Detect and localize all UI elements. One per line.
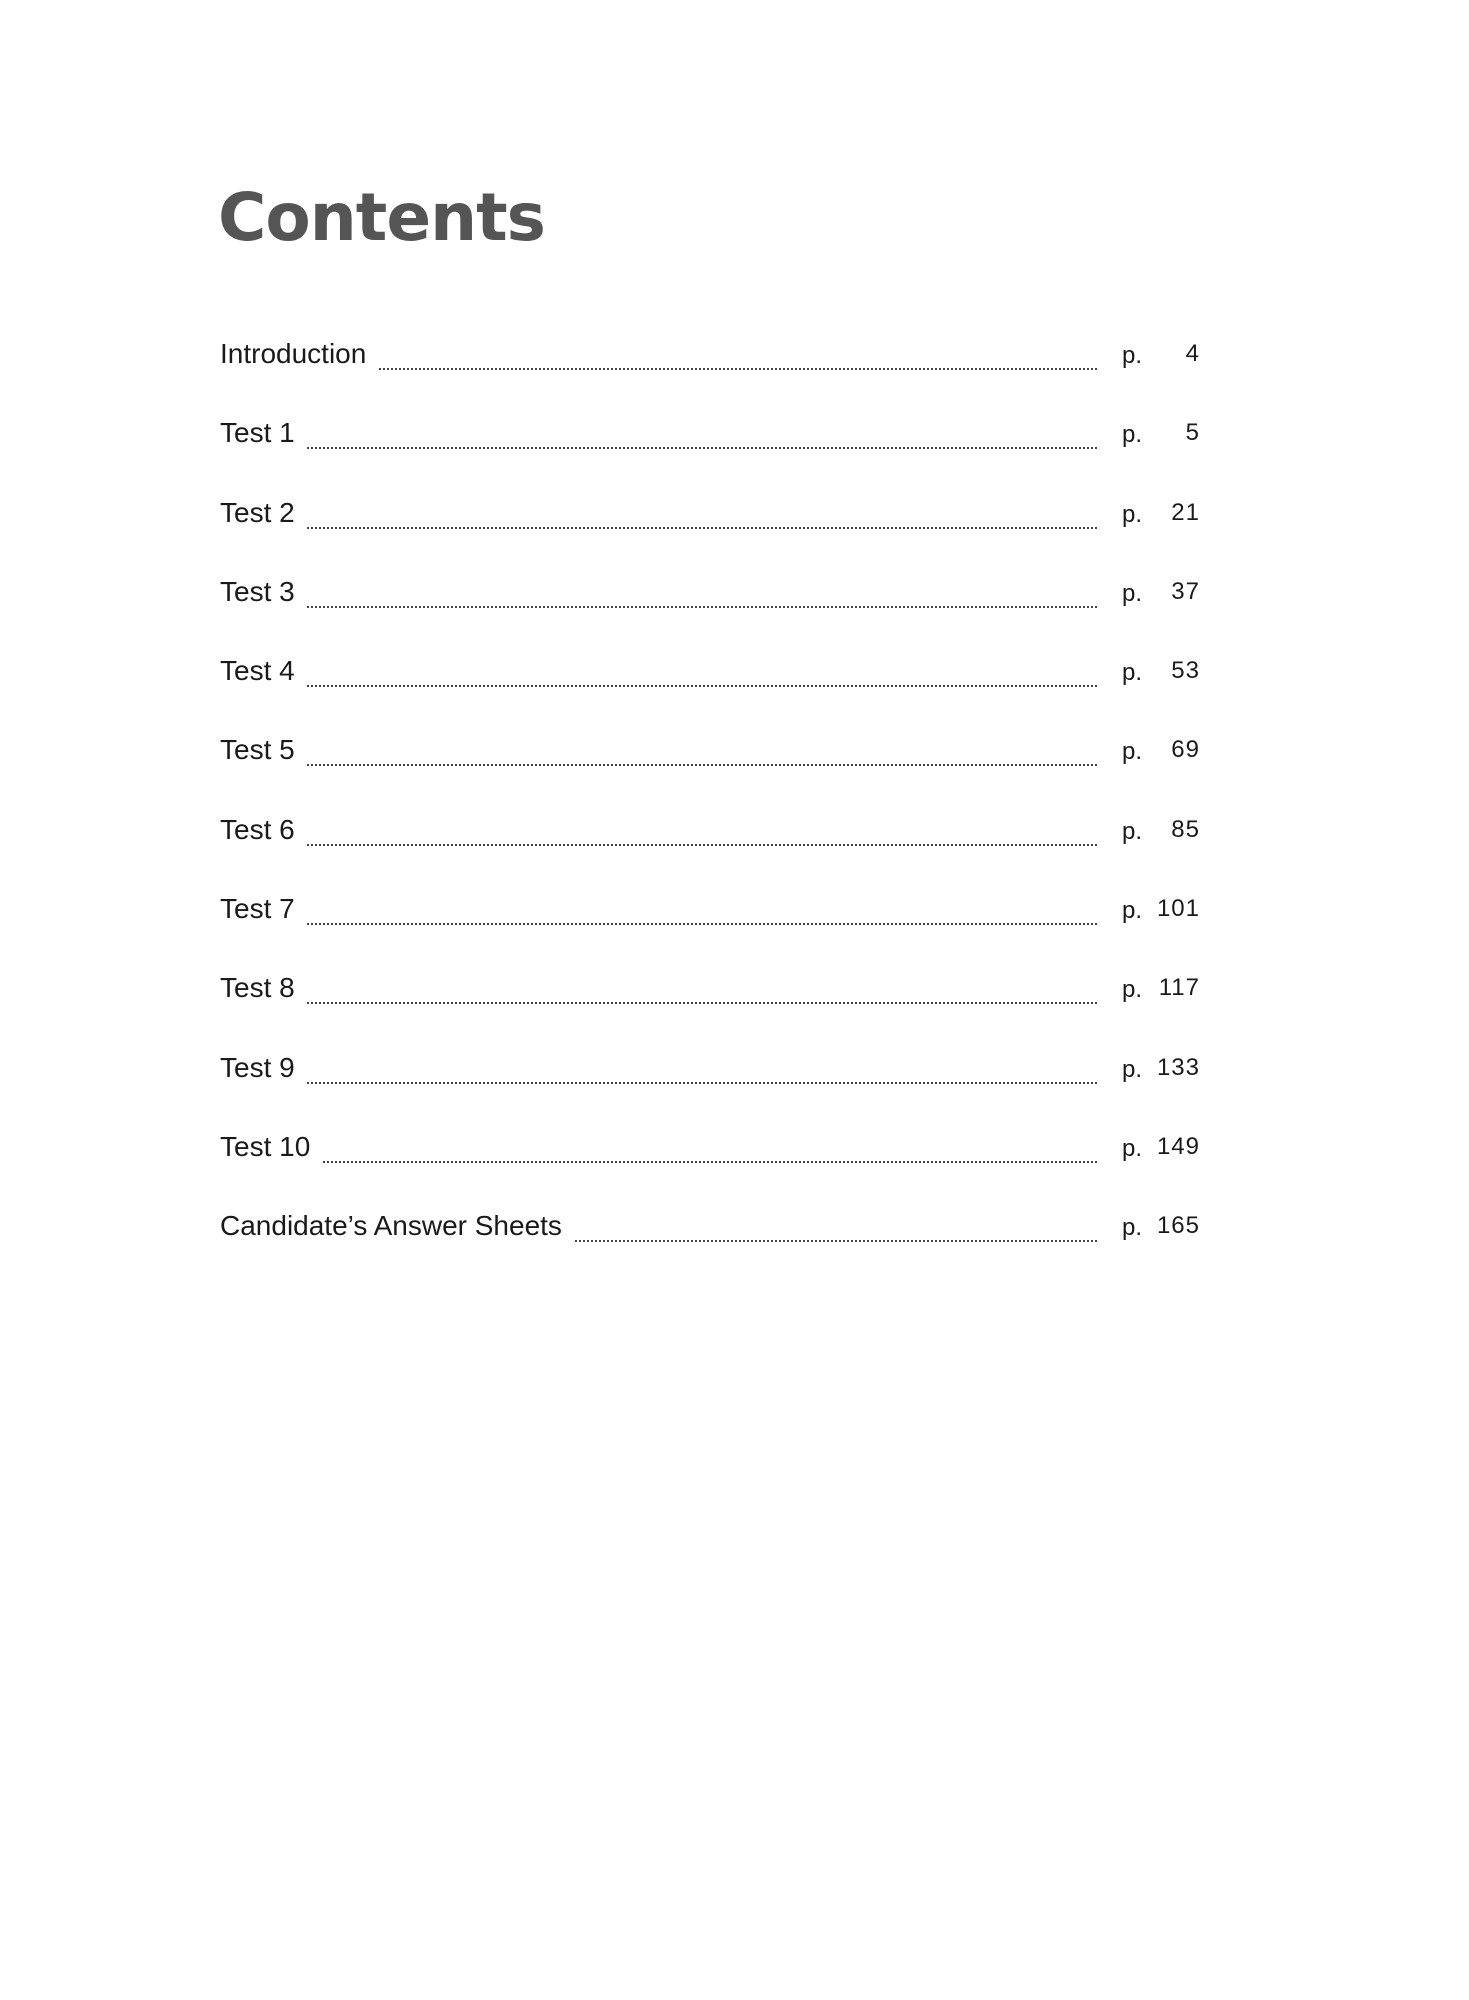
toc-entry-answer-sheets[interactable]	[220, 1202, 1200, 1281]
page-number: 117	[1158, 974, 1200, 1002]
table-of-contents	[220, 330, 1200, 1282]
dot-leader	[220, 606, 1097, 608]
toc-entry-test-8[interactable]	[220, 964, 1200, 1043]
page-number: 4	[1185, 340, 1200, 367]
dot-leader	[220, 1002, 1097, 1004]
toc-entry-label: Test 6	[220, 814, 307, 846]
toc-entry-label: Test 9	[220, 1052, 307, 1084]
page-prefix: p.	[1122, 342, 1143, 369]
toc-entry-test-7[interactable]	[220, 885, 1200, 964]
dot-leader	[220, 1161, 1097, 1163]
page-number: 37	[1171, 577, 1200, 605]
toc-entry-label: Test 8	[220, 972, 307, 1004]
page-number: 149	[1156, 1132, 1200, 1160]
toc-entry-test-6[interactable]	[220, 806, 1200, 885]
toc-entry-label: Candidate’s Answer Sheets	[220, 1210, 574, 1242]
page-prefix: p.	[1122, 817, 1143, 845]
page-prefix: p.	[1122, 738, 1143, 766]
page-title: Contents	[218, 179, 545, 256]
dot-leader	[220, 685, 1097, 687]
toc-entry-label: Test 3	[220, 576, 307, 608]
page-prefix: p.	[1122, 421, 1143, 449]
toc-entry-test-9[interactable]	[220, 1044, 1200, 1123]
toc-entry-test-5[interactable]	[220, 726, 1200, 805]
page-number: 133	[1156, 1053, 1200, 1081]
page-prefix: p.	[1122, 1134, 1143, 1162]
dot-leader	[220, 764, 1097, 766]
toc-entry-label: Introduction	[220, 338, 378, 370]
dot-leader	[220, 844, 1097, 846]
page-prefix: p.	[1122, 1055, 1143, 1083]
dot-leader	[220, 923, 1097, 925]
toc-entry-label: Test 5	[220, 734, 307, 766]
toc-entry-label: Test 4	[220, 655, 307, 687]
toc-entry-test-2[interactable]	[220, 489, 1200, 568]
page-number: 5	[1185, 419, 1200, 447]
page-prefix: p.	[1122, 659, 1143, 687]
toc-entry-test-3[interactable]	[220, 568, 1200, 647]
dot-leader	[220, 527, 1097, 529]
toc-entry-test-10[interactable]	[220, 1123, 1200, 1202]
toc-entry-test-1[interactable]	[220, 409, 1200, 488]
dot-leader	[220, 1082, 1097, 1084]
page-prefix: p.	[1122, 500, 1143, 528]
toc-entry-label: Test 1	[220, 417, 307, 449]
toc-entry-label: Test 7	[220, 893, 307, 925]
toc-entry-introduction[interactable]	[220, 330, 1200, 409]
toc-entry-label: Test 10	[220, 1131, 322, 1163]
toc-entry-label: Test 2	[220, 497, 307, 529]
page-prefix: p.	[1122, 579, 1143, 607]
page-prefix: p.	[1122, 897, 1143, 925]
page-number: 85	[1171, 815, 1200, 843]
dot-leader	[220, 447, 1097, 449]
page-prefix: p.	[1122, 976, 1143, 1004]
page-number: 21	[1171, 498, 1200, 526]
page-number: 165	[1156, 1212, 1200, 1240]
toc-entry-test-4[interactable]	[220, 647, 1200, 726]
page-prefix: p.	[1122, 1214, 1143, 1242]
page-number: 101	[1156, 895, 1200, 923]
page-number: 69	[1171, 736, 1200, 764]
page-number: 53	[1171, 657, 1200, 685]
